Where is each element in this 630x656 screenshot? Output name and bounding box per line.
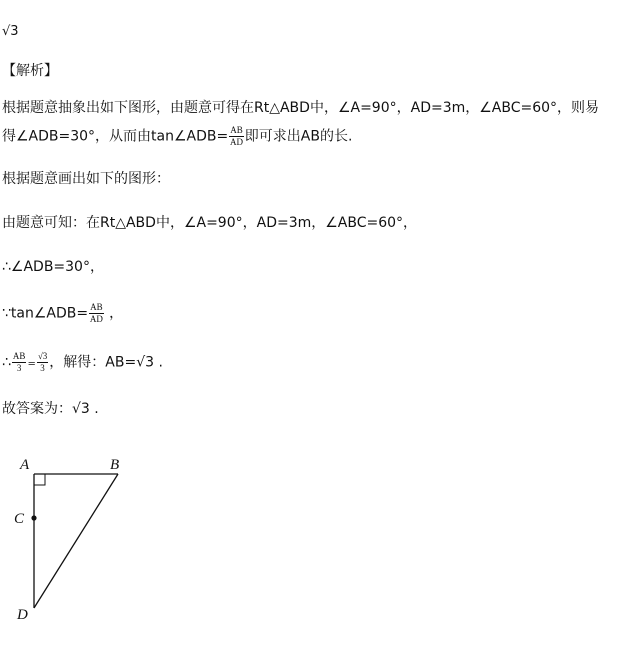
final-answer-line: 故答案为：√3 . [2,401,99,417]
known-line: 由题意可知：在Rt△ABD中，∠A=90°，AD=3m，∠ABC=60°， [2,215,418,231]
right-angle-mark [34,474,45,485]
analysis-line-1: 根据题意抽象出如下图形，由题意可得在Rt△ABD中，∠A=90°，AD=3m，∠ABC=60°，则易 [2,100,600,116]
label-d: D [17,607,28,623]
segment-bd [34,474,118,608]
result-line: ∴ $\frac{AB}{3}$ = $\frac{√3}{3}$ ，解得：AB=√3 . [2,351,163,373]
fraction-ab-ad-2: $\frac{AB}{AD}$ [89,302,103,324]
fraction-ab-ad: $\frac{AB}{AD}$ [230,125,243,147]
label-a: A [20,457,30,473]
because-line: ∵tan∠ADB= $\frac{AB}{AD}$ ， [2,302,124,324]
therefore-line: ∴∠ADB=30°， [2,259,104,275]
triangle-figure [0,448,160,628]
section-title: 【解析】 [2,63,58,79]
analysis-line-2: 得∠ADB=30°，从而由tan∠ADB= $\frac{AB}{AD}$ 即可求出AB的长. [2,125,353,147]
draw-figure-line: 根据题意画出如下的图形： [2,171,170,187]
fraction-ab-3: $\frac{AB}{3}$ [12,351,26,373]
answer-top: √3 [2,24,19,39]
label-b: B [110,457,120,473]
point-c-dot [31,515,36,520]
label-c: C [14,511,25,527]
fraction-sqrt3-3: $\frac{√3}{3}$ [37,351,48,373]
